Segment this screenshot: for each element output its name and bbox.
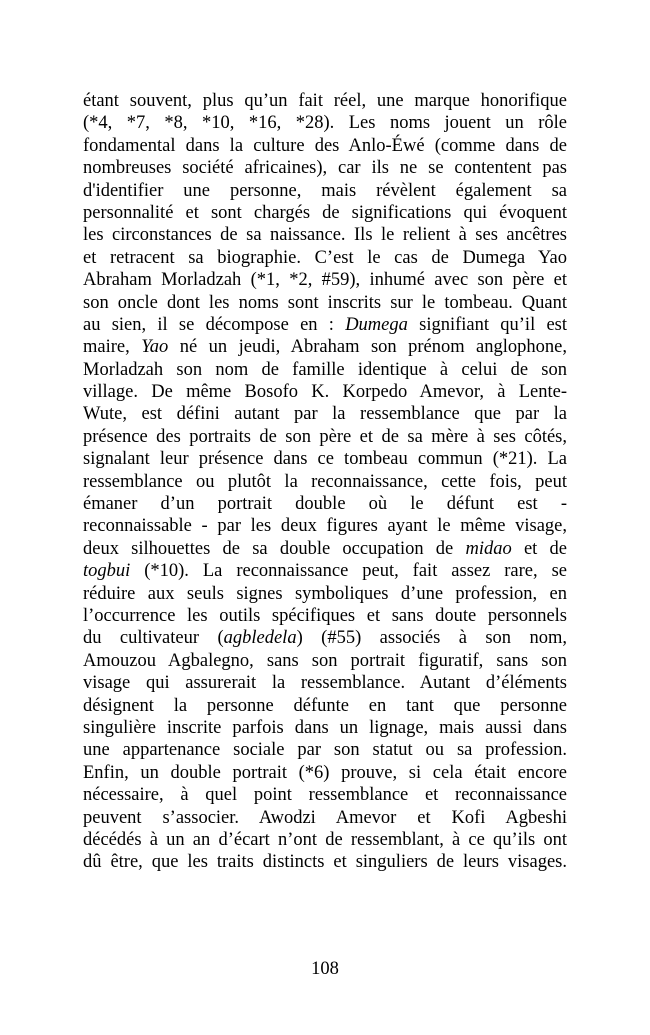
text-run: ressemblance ou plutôt la reconnaissance, cette fois, peut <box>83 471 567 492</box>
text-run: nécessaire, à quel point ressemblance et reconnaissance <box>83 785 567 806</box>
text-line <box>83 807 567 829</box>
text-run: d'identifier une personne, mais révèlent également sa <box>83 180 567 201</box>
text-line <box>83 739 567 761</box>
text-run: visage qui assurerait la ressemblance. Autant d’éléments <box>83 673 567 694</box>
text-line <box>83 292 567 314</box>
text-run: peuvent s’associer. Awodzi Amevor et Kofi Agbeshi <box>83 807 567 828</box>
text-run: du cultivateur ( <box>83 628 224 649</box>
text-line <box>83 493 567 515</box>
text-line <box>83 829 567 851</box>
text-run: et de <box>511 538 567 559</box>
text-line <box>83 538 567 560</box>
text-run: Amouzou Agbalegno, sans son portrait figuratif, sans son <box>83 650 567 671</box>
text-line <box>83 695 567 717</box>
italic-term: agbledela <box>223 628 297 649</box>
text-line <box>83 336 567 358</box>
text-run: étant souvent, plus qu’un fait réel, une marque honorifique <box>83 91 567 111</box>
text-run: fondamental dans la culture des Anlo-Éwé (comme dans de <box>83 135 567 156</box>
text-run: personnalité et sont chargés de significations qui évoquent <box>83 202 567 223</box>
text-run: Enfin, un double portrait (*6) prouve, si cela était encore <box>83 762 567 783</box>
text-run: nombreuses société africaines), car ils ne se contentent pas <box>83 158 567 179</box>
text-line <box>83 135 567 157</box>
text-line <box>83 762 567 784</box>
text-run: signalant leur présence dans ce tombeau commun (*21). La <box>83 449 567 470</box>
text-line <box>83 448 567 470</box>
text-run: signifiant qu’il est <box>407 314 568 335</box>
text-line <box>83 224 567 246</box>
text-run: présence des portraits de son père et de sa mère à ses côtés, <box>83 426 567 447</box>
text-line <box>83 202 567 224</box>
text-run: maire, <box>83 337 142 358</box>
text-run: les circonstances de sa naissance. Ils le relient à ses ancêtres <box>83 225 567 246</box>
text-line <box>83 650 567 672</box>
text-run: (*10). La reconnaissance peut, fait assez rare, se <box>130 561 567 582</box>
text-line <box>83 157 567 179</box>
text-run: au sien, il se décompose en : <box>83 314 346 335</box>
text-run: né un jeudi, Abraham son prénom anglophone, <box>168 337 567 358</box>
italic-term: togbui <box>83 561 131 582</box>
text-line <box>83 717 567 739</box>
text-run: réduire aux seuls signes symboliques d’une profession, en <box>83 583 567 604</box>
text-line <box>83 403 567 425</box>
text-run: une appartenance sociale par son statut ou sa profession. <box>83 740 567 761</box>
text-run: émaner d’un portrait double où le défunt est - <box>83 494 567 515</box>
text-line <box>83 180 567 202</box>
text-line <box>83 672 567 694</box>
italic-term: Yao <box>141 337 169 358</box>
text-line <box>83 583 567 605</box>
text-line <box>83 471 567 493</box>
italic-term: Dumega <box>345 314 408 335</box>
text-run: l’occurrence les outils spécifiques et sans doute personnels <box>83 605 567 626</box>
text-run: (*4, *7, *8, *10, *16, *28). Les noms jouent un rôle <box>83 113 567 134</box>
text-run: village. De même Bosofo K. Korpedo Amevor, à Lente- <box>83 382 567 403</box>
text-line <box>83 247 567 269</box>
text-line <box>83 314 567 336</box>
text-run: et retracent sa biographie. C’est le cas de Dumega Yao <box>83 247 567 268</box>
text-line <box>83 426 567 448</box>
text-line <box>83 784 567 806</box>
text-line <box>83 627 567 649</box>
text-run: son oncle dont les noms sont inscrits sur le tombeau. Quant <box>83 292 567 313</box>
text-run: Abraham Morladzah (*1, *2, #59), inhumé avec son père et <box>83 270 567 291</box>
text-line <box>83 560 567 582</box>
italic-term: midao <box>465 538 512 559</box>
text-run: reconnaissable - par les deux figures ayant le même visage, <box>83 516 567 537</box>
text-run: singulière inscrite parfois dans un lignage, mais aussi dans <box>83 717 567 738</box>
text-line <box>83 605 567 627</box>
text-run: Wute, est défini autant par la ressemblance que par la <box>83 404 567 425</box>
text-run: ) (#55) associés à son nom, <box>296 628 568 649</box>
text-line <box>83 90 567 112</box>
body-text <box>83 90 567 874</box>
text-run: deux silhouettes de sa double occupation de <box>83 538 466 559</box>
text-line <box>83 851 567 873</box>
text-run: Morladzah son nom de famille identique à celui de son <box>83 359 567 380</box>
text-run: décédés à un an d’écart n’ont de ressemblant, à ce qu’ils ont <box>83 829 567 850</box>
text-line <box>83 381 567 403</box>
text-line <box>83 359 567 381</box>
page-number: 108 <box>311 959 339 979</box>
text-line <box>83 112 567 134</box>
text-run: dû être, que les traits distincts et singuliers de leurs visages. <box>83 852 567 873</box>
text-run: désignent la personne défunte en tant que personne <box>83 695 567 716</box>
text-line <box>83 269 567 291</box>
text-line <box>83 515 567 537</box>
